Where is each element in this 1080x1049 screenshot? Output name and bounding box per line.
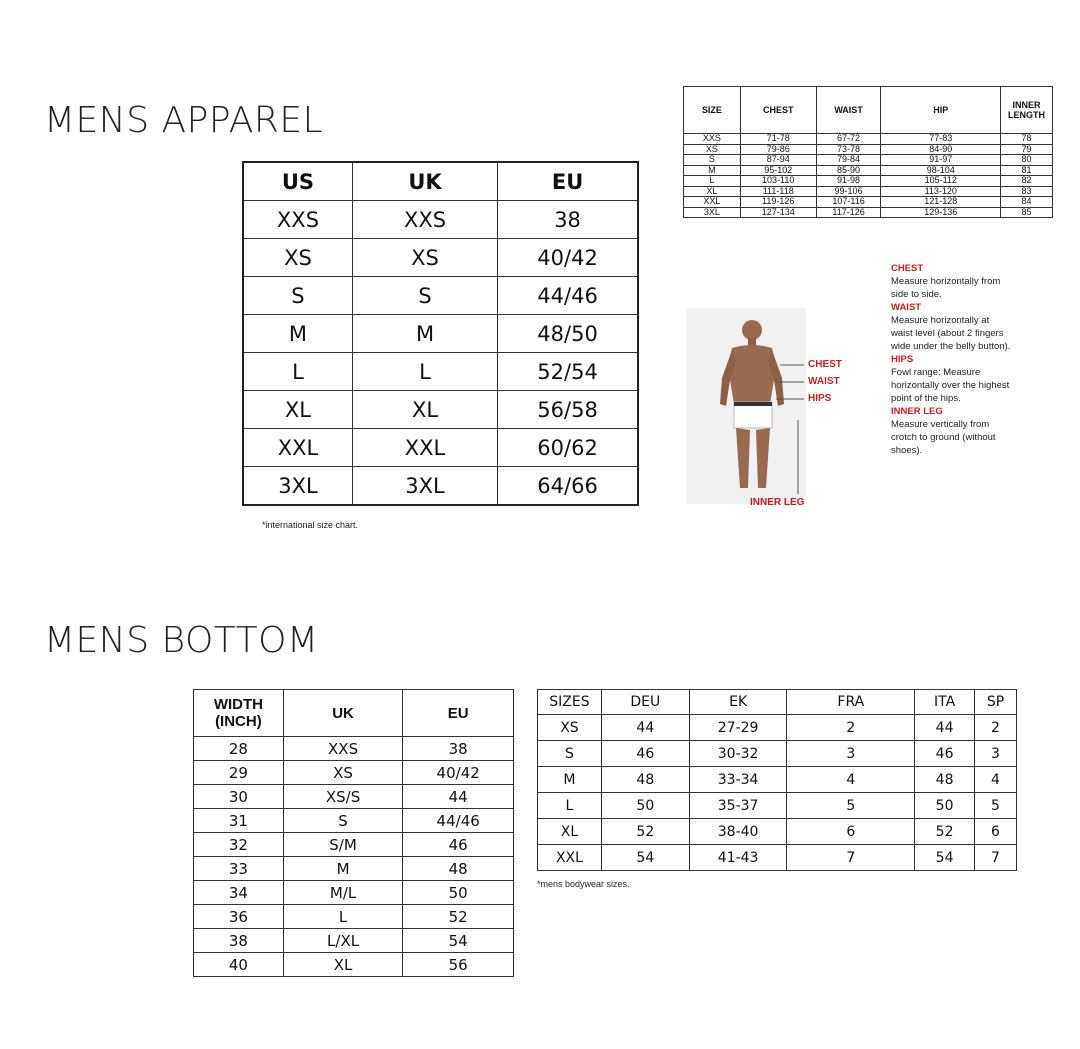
table-cell: 30-32 [689, 741, 787, 767]
table-row [194, 737, 514, 761]
guide-text: Measure horizontally from side to side. [891, 276, 1001, 300]
table-cell: XS [352, 239, 497, 277]
inner-leg-label: INNER LEG [750, 497, 805, 508]
column-header: SIZES [538, 690, 602, 715]
table-cell: 3XL [243, 467, 352, 506]
table-cell: 52/54 [498, 353, 638, 391]
table-row [243, 467, 638, 506]
table-row [243, 429, 638, 467]
table-row [684, 155, 1053, 166]
table-row [538, 793, 1017, 819]
table-cell: 3XL [352, 467, 497, 506]
waist-label: WAIST [808, 376, 840, 387]
table-cell: 44 [915, 715, 975, 741]
table-row [684, 165, 1053, 176]
column-header: SP [975, 690, 1017, 715]
table-row [194, 809, 514, 833]
table-cell: 50 [601, 793, 689, 819]
table-cell: 119-126 [740, 197, 816, 208]
table-header-row [684, 87, 1053, 134]
table-row [194, 953, 514, 977]
table-cell: 80 [1001, 155, 1053, 166]
table-row [243, 201, 638, 239]
table-cell: 107-116 [816, 197, 881, 208]
column-header: EU [403, 690, 514, 737]
table-row [684, 186, 1053, 197]
table-row [538, 715, 1017, 741]
table-cell: XXL [243, 429, 352, 467]
table-cell: XXS [352, 201, 497, 239]
table-cell: M [684, 165, 741, 176]
table-cell: 129-136 [881, 207, 1001, 218]
model-silhouette-icon [686, 308, 806, 504]
table-cell: 3XL [684, 207, 741, 218]
table-cell: 79-86 [740, 144, 816, 155]
table-cell: 32 [194, 833, 284, 857]
table-cell: 54 [403, 929, 514, 953]
table-cell: L [538, 793, 602, 819]
column-header: US [243, 162, 352, 201]
table-cell: XXS [283, 737, 403, 761]
table-row [194, 785, 514, 809]
table-cell: 33-34 [689, 767, 787, 793]
table-cell: XS [243, 239, 352, 277]
table-cell: 7 [975, 845, 1017, 871]
guide-text: Measure horizontally at waist level (about 2 fingers wide under the belly button). [891, 315, 1011, 352]
table-cell: 67-72 [816, 134, 881, 145]
table-row [194, 857, 514, 881]
column-header: WAIST [816, 87, 881, 134]
table-cell: 34 [194, 881, 284, 905]
table-header-row [243, 162, 638, 201]
table-cell: 38-40 [689, 819, 787, 845]
table-cell: 40/42 [403, 761, 514, 785]
column-header: HIP [881, 87, 1001, 134]
international-size-table [242, 161, 639, 506]
table-cell: 2 [787, 715, 915, 741]
table-cell: XL [538, 819, 602, 845]
guide-heading: CHEST [891, 263, 924, 274]
table-cell: 46 [601, 741, 689, 767]
table-cell: 44 [601, 715, 689, 741]
table-cell: 79 [1001, 144, 1053, 155]
table-cell: 77-83 [881, 134, 1001, 145]
table-row [684, 197, 1053, 208]
model-figure [686, 308, 806, 504]
table-cell: S [283, 809, 403, 833]
column-header: INNER LENGTH [1001, 87, 1053, 134]
table-row [684, 176, 1053, 187]
table-row [684, 207, 1053, 218]
table-cell: L/XL [283, 929, 403, 953]
table-row [684, 134, 1053, 145]
table-cell: 52 [403, 905, 514, 929]
table-cell: 3 [787, 741, 915, 767]
table-cell: L [352, 353, 497, 391]
guide-text: Fowl range: Measure horizontally over the highest point of the hips. [891, 367, 1010, 404]
chest-label: CHEST [808, 359, 842, 370]
table-cell: L [684, 176, 741, 187]
column-header: FRA [787, 690, 915, 715]
table-row [243, 315, 638, 353]
table-cell: 33 [194, 857, 284, 881]
table-cell: 38 [194, 929, 284, 953]
column-header: EK [689, 690, 787, 715]
column-header: UK [352, 162, 497, 201]
bodywear-note: *mens bodywear sizes. [537, 879, 630, 889]
table-cell: 38 [403, 737, 514, 761]
guide-heading: HIPS [891, 354, 914, 365]
column-header: WIDTH (INCH) [194, 690, 284, 737]
table-cell: 84 [1001, 197, 1053, 208]
table-cell: 4 [787, 767, 915, 793]
table-cell: 46 [403, 833, 514, 857]
table-row [194, 761, 514, 785]
table-cell: 71-78 [740, 134, 816, 145]
table-cell: 91-97 [881, 155, 1001, 166]
table-cell: 95-102 [740, 165, 816, 176]
table-cell: XXS [684, 134, 741, 145]
bodywear-size-table [537, 689, 1017, 871]
table-cell: 127-134 [740, 207, 816, 218]
table-cell: XS [538, 715, 602, 741]
column-header: CHEST [740, 87, 816, 134]
table-cell: 81 [1001, 165, 1053, 176]
table-cell: 48 [915, 767, 975, 793]
table-cell: 117-126 [816, 207, 881, 218]
table-cell: 52 [915, 819, 975, 845]
hips-label: HIPS [808, 393, 832, 404]
table-cell: 30 [194, 785, 284, 809]
table-cell: M/L [283, 881, 403, 905]
table-cell: 36 [194, 905, 284, 929]
table-cell: XL [352, 391, 497, 429]
table-header-row [194, 690, 514, 737]
table-cell: M [283, 857, 403, 881]
table-cell: 44 [403, 785, 514, 809]
table-row [194, 905, 514, 929]
table-cell: XL [283, 953, 403, 977]
table-cell: 121-128 [881, 197, 1001, 208]
table-row [194, 881, 514, 905]
table-row [194, 929, 514, 953]
table-cell: 50 [915, 793, 975, 819]
table-cell: 85 [1001, 207, 1053, 218]
table-cell: 3 [975, 741, 1017, 767]
table-cell: S [243, 277, 352, 315]
table-cell: 83 [1001, 186, 1053, 197]
table-cell: 41-43 [689, 845, 787, 871]
table-cell: 46 [915, 741, 975, 767]
table-cell: M [352, 315, 497, 353]
table-row [538, 845, 1017, 871]
table-cell: 79-84 [816, 155, 881, 166]
table-cell: 85-90 [816, 165, 881, 176]
table-header-row [538, 690, 1017, 715]
table-cell: 78 [1001, 134, 1053, 145]
waist-width-table [193, 689, 514, 977]
table-row [194, 833, 514, 857]
table-cell: 4 [975, 767, 1017, 793]
column-header: UK [283, 690, 403, 737]
table-cell: 44/46 [403, 809, 514, 833]
table-cell: S [352, 277, 497, 315]
table-cell: 111-118 [740, 186, 816, 197]
table-cell: S [684, 155, 741, 166]
table-cell: XS [283, 761, 403, 785]
table-cell: 60/62 [498, 429, 638, 467]
table-row [243, 353, 638, 391]
column-header: EU [498, 162, 638, 201]
table-cell: 44/46 [498, 277, 638, 315]
table-cell: XXS [243, 201, 352, 239]
guide-text: Measure vertically from crotch to ground (without shoes). [891, 419, 996, 456]
table-cell: 29 [194, 761, 284, 785]
table-cell: 113-120 [881, 186, 1001, 197]
table-cell: XS/S [283, 785, 403, 809]
table-row [243, 391, 638, 429]
table-row [243, 239, 638, 277]
table-row [684, 144, 1053, 155]
table-cell: 103-110 [740, 176, 816, 187]
table-cell: M [538, 767, 602, 793]
table-cell: XS [684, 144, 741, 155]
table-cell: 105-112 [881, 176, 1001, 187]
table-cell: 35-37 [689, 793, 787, 819]
guide-heading: WAIST [891, 302, 922, 313]
table-cell: L [243, 353, 352, 391]
table-cell: 99-106 [816, 186, 881, 197]
table-cell: S/M [283, 833, 403, 857]
table-cell: 27-29 [689, 715, 787, 741]
table-cell: 28 [194, 737, 284, 761]
table-cell: 54 [915, 845, 975, 871]
table-cell: 73-78 [816, 144, 881, 155]
international-note: *international size chart. [262, 520, 359, 530]
table-cell: 56 [403, 953, 514, 977]
table-row [538, 741, 1017, 767]
column-header: ITA [915, 690, 975, 715]
table-cell: XXL [538, 845, 602, 871]
table-cell: XL [243, 391, 352, 429]
table-cell: M [243, 315, 352, 353]
table-cell: 40 [194, 953, 284, 977]
table-cell: 48/50 [498, 315, 638, 353]
table-row [538, 767, 1017, 793]
guide-heading: INNER LEG [891, 406, 943, 417]
measuring-guide [891, 262, 1011, 457]
table-cell: XXL [352, 429, 497, 467]
table-cell: 40/42 [498, 239, 638, 277]
table-cell: 54 [601, 845, 689, 871]
table-cell: 5 [975, 793, 1017, 819]
table-cell: S [538, 741, 602, 767]
measurement-table [683, 86, 1053, 218]
table-cell: 31 [194, 809, 284, 833]
table-cell: 52 [601, 819, 689, 845]
table-cell: 87-94 [740, 155, 816, 166]
column-header: DEU [601, 690, 689, 715]
table-cell: 84-90 [881, 144, 1001, 155]
table-cell: 64/66 [498, 467, 638, 506]
column-header: SIZE [684, 87, 741, 134]
table-cell: XL [684, 186, 741, 197]
table-cell: 91-98 [816, 176, 881, 187]
table-cell: 56/58 [498, 391, 638, 429]
table-cell: XXL [684, 197, 741, 208]
table-cell: 82 [1001, 176, 1053, 187]
table-row [243, 277, 638, 315]
table-cell: 7 [787, 845, 915, 871]
table-cell: 48 [601, 767, 689, 793]
table-cell: 98-104 [881, 165, 1001, 176]
table-cell: 48 [403, 857, 514, 881]
table-row [538, 819, 1017, 845]
table-cell: 50 [403, 881, 514, 905]
table-cell: 38 [498, 201, 638, 239]
table-cell: 6 [787, 819, 915, 845]
bottom-title: MENS BOTTOM [44, 620, 319, 661]
table-cell: 2 [975, 715, 1017, 741]
apparel-title: MENS APPAREL [44, 100, 324, 141]
table-cell: 6 [975, 819, 1017, 845]
table-cell: 5 [787, 793, 915, 819]
table-cell: L [283, 905, 403, 929]
